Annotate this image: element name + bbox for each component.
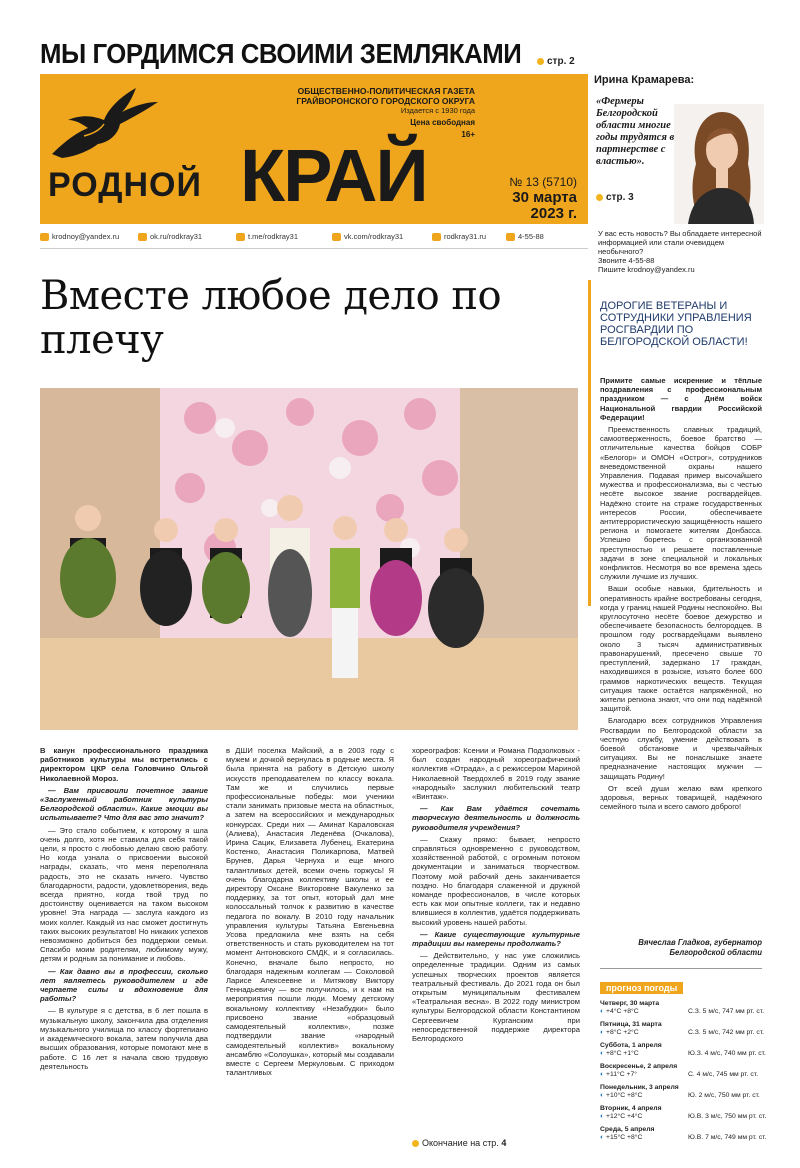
logo-kray: КРАЙ bbox=[240, 134, 427, 217]
ok-icon bbox=[138, 233, 147, 241]
weather-icon: ◐ bbox=[600, 1092, 605, 1099]
weather-icon: ◐ bbox=[600, 1113, 605, 1120]
news-invite: У вас есть новость? Вы обладаете интересной информацией или стали очевидцем необычного? Звоните 4-55-88 Пишите krodnoy@yandex.ru bbox=[598, 229, 762, 274]
telegram-icon bbox=[236, 233, 245, 241]
article-column-3: хореографов: Ксении и Романа Подзолковых - был создан народный хореографический коллектив «Отрада», а с режиссером Мариной Николаевной Твердохлеб в 2019 году звание «народный» заслужил любительский театр «Винтаж». — Как Вам удаётся сочетать творческую деятельность и должность руководителя учреждения? — Скажу прямо: бывает, непросто справляться одновременно с руководством, хозяйственной работой, с огромным потоком документации и заниматься творчеством. Поэтому мой рабочий день заканчивается поздно. Но благодаря слаженной и дружной команде профессионалов, в числе которых есть как мои опытные коллеги, так и недавно влившиеся в коллектив, удаётся поддерживать высокий уровень нашей работы. — Какие существующие культурные традиции вы намерены продолжать? — Действительно, у нас уже сложились определенные традиции. Одним из самых успешных творческих проектов является театральный фестиваль. До 2021 года он был открытым муниципальным фестивалем «Театральная весна». В 2022 году министром культуры Белгородской области Константином Сергеевичем Курганским при непосредственной поддержке директора Белгородского bbox=[412, 746, 580, 1044]
portrait-photo bbox=[674, 104, 764, 224]
bird-logo-icon bbox=[48, 80, 160, 162]
article-photo bbox=[40, 388, 578, 730]
weather-forecast bbox=[600, 978, 767, 1154]
accent-bar bbox=[588, 280, 591, 606]
weather-row: Среда, 5 апреля ◐ +15°С +8°С Ю.В. 7 м/с, 749 мм рт. ст. bbox=[600, 1126, 767, 1141]
bullet-icon bbox=[537, 58, 544, 65]
weather-icon: ◐ bbox=[600, 1071, 605, 1078]
weather-row: Воскресенье, 2 апреля ◐ +11°С +7° С. 4 м/с, 745 мм рт. ст. bbox=[600, 1063, 758, 1078]
top-teaser bbox=[40, 36, 760, 74]
issue-info: № 13 (5710) 30 марта 2023 г. bbox=[509, 175, 577, 222]
weather-title: прогноз погоды bbox=[600, 982, 683, 994]
contact-site[interactable]: rodkray31.ru bbox=[432, 232, 486, 241]
masthead bbox=[40, 74, 588, 224]
article-title: Вместе любое дело по плечу bbox=[40, 273, 502, 363]
sidebar-signature: Вячеслав Гладков, губернатор Белгородской области bbox=[638, 938, 762, 957]
weather-row: Вторник, 4 апреля ◐ +12°С +4°С Ю.В. 3 м/с, 750 мм рт. ст. bbox=[600, 1105, 767, 1120]
contact-email[interactable]: krodnoy@yandex.ru bbox=[40, 232, 119, 241]
article-column-1: В канун профессионального праздника работников культуры мы встретились с директором ЦКР села Головчино Ольгой Николаевной Мороз. — Вам присвоили почетное звание «Заслуженный работник культуры Белгородской области». Какие эмоции вы испытываете? Что для вас это значит? — Это стало событием, к которому я шла очень долго, хотя не ставила для себя такой цели, я просто с любовью делаю свою работу. Но когда узнала о присвоении высокой награды, сказать, что меня переполняла радость, это не сказать ничего. Чувство благодарности, радости, удовлетворения, ведь всегда приятно, когда твой труд по достоинству оценивается на таком высоком уровне! Эта награда — заслуга каждого из моих коллег. Каждый из нас сможет достигнуть таких высоких результатов! Но никаких успехов невозможно добиться без поддержки семьи. Спасибо моим родителям, любимому мужу, детям и родным за понимание и любовь. — Как давно вы в профессии, сколько лет являетесь руководителем и где черпаете силы и вдохновение для работы? — В культуре я с детства, в 6 лет пошла в музыкальную школу, закончила два отделения музыкального училища по классу фортепиано и академического вокала, затем получила два высших образования, которые помогают мне в работе. С 16 лет я начала свою трудовую деятельность bbox=[40, 746, 208, 1071]
globe-icon bbox=[432, 233, 441, 241]
masthead-info: ОБЩЕСТВЕННО-ПОЛИТИЧЕСКАЯ ГАЗЕТА ГРАЙВОРОНСКОГО ГОРОДСКОГО ОКРУГА Издается с 1930 года Цена свободная 16+ bbox=[296, 86, 475, 139]
divider bbox=[600, 968, 762, 969]
bullet-icon bbox=[412, 1140, 419, 1147]
teaser-quote: «Фермеры Белгородской области многие годы трудятся в партнерстве с властью». bbox=[596, 96, 675, 167]
weather-icon: ◐ bbox=[600, 1050, 605, 1057]
vk-icon bbox=[332, 233, 341, 241]
phone-icon bbox=[506, 233, 515, 241]
contact-vk[interactable]: vk.com/rodkray31 bbox=[332, 232, 403, 241]
article-column-2: в ДШИ поселка Майский, а в 2003 году с мужем и дочкой вернулась в родные места. Я была принята на работу в Детскую школу искусств преподавателем по классу вокала. Там же и случились первые профессиональные победы: мои ученики стали занимать призовые места на областных, а затем на всероссийских и международных конкурсах. Среди них — Аминат Караловская (Алиева), Анастасия Леденёва (Очкалова), Ирина Сацик, Елизавета Лубенец, Екатерина Костенко, Анастасия Поликарпова, Матвей Брунев, Дарья Чернуха и еще много талантливых детей, всеми очень горжусь! Я очень благодарна коллективу школы и ее директору Оксане Викторовне Вакуленко за поддержку, за тот опыт, который дал мне колоссальный толчок к развитию в качестве педагога по вокалу. В 2010 году начальник управления культуры Татьяна Евгеньевна Усова предложила мне взять на себя ответственность и стать руководителем на тот момент Антоновского СМДК, и я согласилась. Конечно, вначале было непросто, но благодаря надежным коллегам — Соколовой Ларисе Алексеевне и Митякову Виктору Геннадьевичу — все получилось, и к нам на мероприятия пошли люди. Моему детскому вокальному коллективу «Незабудки» было присвоено звание «образцовый самодеятельный коллектив», позже подтвердили звание «народный самодеятельный коллектив» вокальному ансамблю «Солоушка», который мы создавали вместе с Сергеем Меркуловым. С приходом талантливых bbox=[226, 746, 394, 1078]
weather-icon: ◐ bbox=[600, 1008, 605, 1015]
sidebar-text: Примите самые искренние и тёплые поздравления с профессиональным праздником — с Днём войск Национальной гвардии Российской Федерации! Преемственность славных традиций, самоотверженность, боевое братство — отличительные качества бойцов СОБР «Белогор» и ОМОН «Острог», сотрудников вневедомственной охраны нашего Управления. Подавая пример высочайшего мужества и профессионализма, вы с честью несёте высокое звание росгвардейцев. Надёжно стоите на страже государственных интересов России, обеспечиваете антитеррористическую защищённость нашего региона и помогаете жителям Донбасса. Успешно боретесь с организованной преступностью и решаете поставленные задачи в зоне специальной и локальных конфликтов. Несмотря во все времена здесь служили лучшие из лучших. Ваши особые навыки, бдительность и оперативность крайне востребованы сегодня, когда у границ нашей Родины неспокойно. Вы круглосуточно несёте боевое дежурство и обеспечиваете безопасность белгородцев. В прошлом году росгвардейцами выявлено около 3 тысяч административных правонарушений, пресечено свыше 70 преступлений, задержано 17 граждан, находившихся в розыске, изъято более 600 граммов наркотических веществ. Текущая ситуация также остаётся напряжённой, но жители региона знают, что они под надёжной защитой. Благодарю всех сотрудников Управления Росгвардии по Белгородской области за честную службу, умение действовать в боевой обстановке и чрезвычайных ситуациях. Вы не понаслышке знаете предназначение настоящих мужчин — защищать Родину! От всей души желаю вам крепкого здоровья, верных товарищей, надёжного семейного тыла и всего самого доброго! bbox=[600, 376, 762, 812]
weather-row: Пятница, 31 марта ◐ +8°С +2°С С.З. 5 м/с, 742 мм рт. ст. bbox=[600, 1021, 764, 1036]
teaser-right[interactable] bbox=[594, 74, 764, 224]
weather-row: Понедельник, 3 апреля ◐ +10°С +8°С Ю. 2 м/с, 750 мм рт. ст. bbox=[600, 1084, 760, 1099]
teaser-right-page-ref[interactable]: стр. 3 bbox=[596, 192, 634, 203]
weather-icon: ◐ bbox=[600, 1029, 605, 1036]
teaser-page-ref[interactable]: стр. 2 bbox=[537, 56, 575, 67]
article-body bbox=[40, 746, 580, 1158]
contact-ok[interactable]: ok.ru/rodkray31 bbox=[138, 232, 202, 241]
logo-rodnoy: РОДНОЙ bbox=[48, 166, 202, 204]
sidebar-title: ДОРОГИЕ ВЕТЕРАНЫ И СОТРУДНИКИ УПРАВЛЕНИЯ РОСГВАРДИИ ПО БЕЛГОРОДСКОЙ ОБЛАСТИ! bbox=[600, 300, 752, 348]
divider bbox=[40, 248, 588, 249]
contact-telegram[interactable]: t.me/rodkray31 bbox=[236, 232, 298, 241]
email-icon bbox=[40, 233, 49, 241]
teaser-person: Ирина Крамарева: bbox=[594, 74, 695, 86]
contact-phone[interactable]: 4-55-88 bbox=[506, 232, 544, 241]
sidebar-greeting bbox=[588, 280, 767, 1158]
bullet-icon bbox=[596, 194, 603, 201]
weather-row: Суббота, 1 апреля ◐ +8°С +1°С Ю.З. 4 м/с, 740 мм рт. ст. bbox=[600, 1042, 766, 1057]
continued-link[interactable]: Окончание на стр. 4 bbox=[412, 1138, 506, 1148]
contacts-strip bbox=[40, 232, 588, 246]
weather-icon: ◐ bbox=[600, 1134, 605, 1141]
teaser-headline[interactable]: МЫ ГОРДИМСЯ СВОИМИ ЗЕМЛЯКАМИ bbox=[40, 38, 522, 69]
weather-row: Четверг, 30 марта ◐ +4°С +8°С С.З. 5 м/с, 747 мм рт. ст. bbox=[600, 1000, 764, 1015]
